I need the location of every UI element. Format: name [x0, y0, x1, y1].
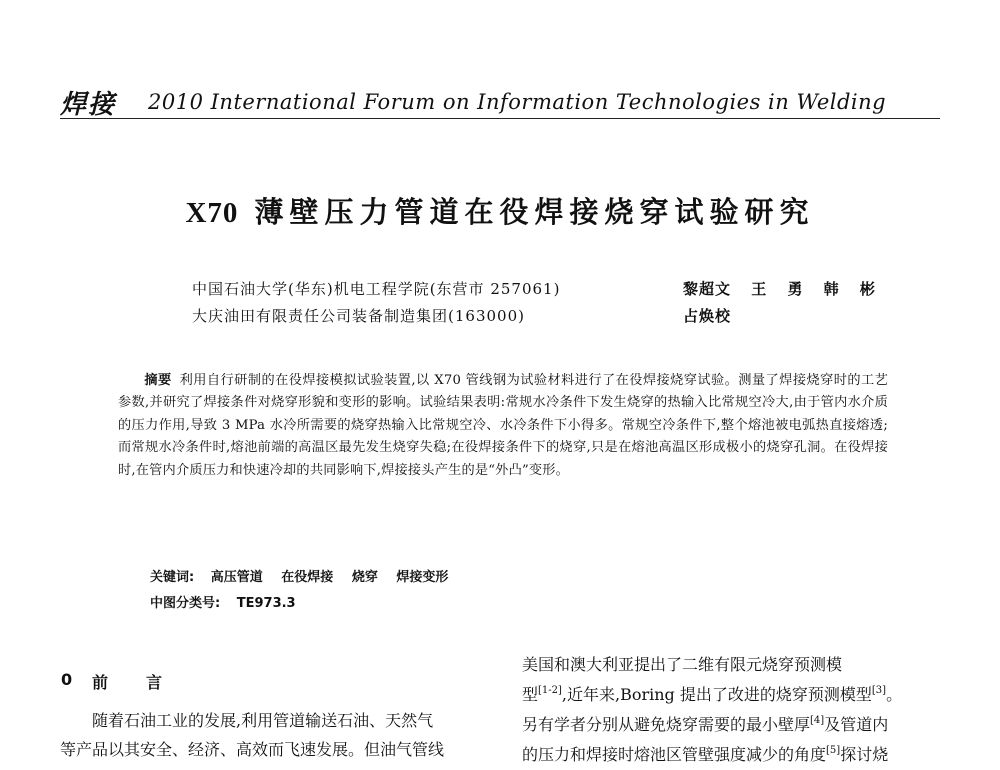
- journal-logo-calligraphy: 焊接: [60, 90, 117, 120]
- running-header-title: 2010 International Forum on Information Technologies in Welding: [148, 90, 887, 114]
- body-line: [522, 680, 952, 710]
- authors-line-2: 占焕校: [683, 307, 732, 325]
- citation: [5]: [826, 745, 841, 756]
- affiliation-1: 中国石油大学(华东)机电工程学院(东营市 257061): [192, 280, 561, 298]
- body-text: 型: [522, 685, 539, 704]
- keyword: 焊接变形: [396, 570, 449, 585]
- authors-line-1: 黎超文 王 勇 韩 彬: [683, 280, 876, 298]
- right-column-body: [522, 650, 952, 770]
- citation: [3]: [871, 685, 887, 696]
- paper-title: [0, 190, 1000, 231]
- body-text: 。: [886, 685, 903, 704]
- header-rule: [60, 118, 940, 119]
- citation: [1-2]: [538, 685, 562, 696]
- running-header: [60, 84, 940, 118]
- section-number: 0: [61, 670, 73, 689]
- body-line: 美国和澳大利亚提出了二维有限元烧穿预测模: [522, 655, 843, 674]
- body-line: [522, 740, 952, 770]
- body-line: 随着石油工业的发展,利用管道输送石油、天然气: [92, 711, 434, 730]
- keywords-label: 关键词:: [150, 570, 195, 585]
- citation: [4]: [810, 715, 825, 726]
- abstract-label: 摘要: [144, 373, 172, 388]
- body-line: 等产品以其安全、经济、高效而飞速发展。但油气管线: [60, 740, 445, 759]
- keyword: 烧穿: [351, 570, 378, 585]
- body-line: [522, 710, 952, 740]
- abstract: [118, 370, 888, 482]
- body-text: 另有学者分别从避免烧穿需要的最小壁厚: [522, 715, 811, 734]
- paper-title-prefix: X70: [185, 197, 239, 229]
- classification-value: TE973.3: [236, 596, 296, 611]
- left-column-body: [60, 706, 492, 764]
- classification-label: 中图分类号:: [150, 596, 221, 611]
- keyword: 高压管道: [210, 570, 263, 585]
- abstract-text: 利用自行研制的在役焊接模拟试验装置,以 X70 管线钢为试验材料进行了在役焊接烧穿试验。测量了焊接烧穿时的工艺参数,并研究了焊接条件对烧穿形貌和变形的影响。试验结果表明:常规水冷条件下发生烧穿的热输入比常规空冷大,由于管内水介质的压力作用,导致 3 MPa 水冷所需要的烧穿热输入比常规空冷、水冷条件下小得多。常规空冷条件下,整个熔池被电弧热直接熔透;而常规水冷条件时,熔池前端的高温区最先发生烧穿失稳;在役焊接条件下的烧穿,只是在熔池高温区形成极小的烧穿孔洞。在役焊接时,在管内介质压力和快速冷却的共同影响下,焊接接头产生的是“外凸”变形。: [118, 373, 888, 478]
- keyword: 在役焊接: [281, 570, 334, 585]
- section-title: 前言: [92, 673, 201, 692]
- body-text: 及管道内: [824, 715, 889, 734]
- body-text: 探讨烧: [840, 745, 889, 764]
- paper-title-main: 薄壁压力管道在役焊接烧穿试验研究: [238, 195, 815, 229]
- body-text: 的压力和焊接时熔池区管壁强度减少的角度: [522, 745, 827, 764]
- affiliation-2: 大庆油田有限责任公司装备制造集团(163000): [192, 307, 525, 325]
- body-text: ,近年来,Boring 提出了改进的烧穿预测模型: [561, 685, 872, 704]
- classification: [150, 592, 296, 611]
- keywords: [150, 566, 462, 585]
